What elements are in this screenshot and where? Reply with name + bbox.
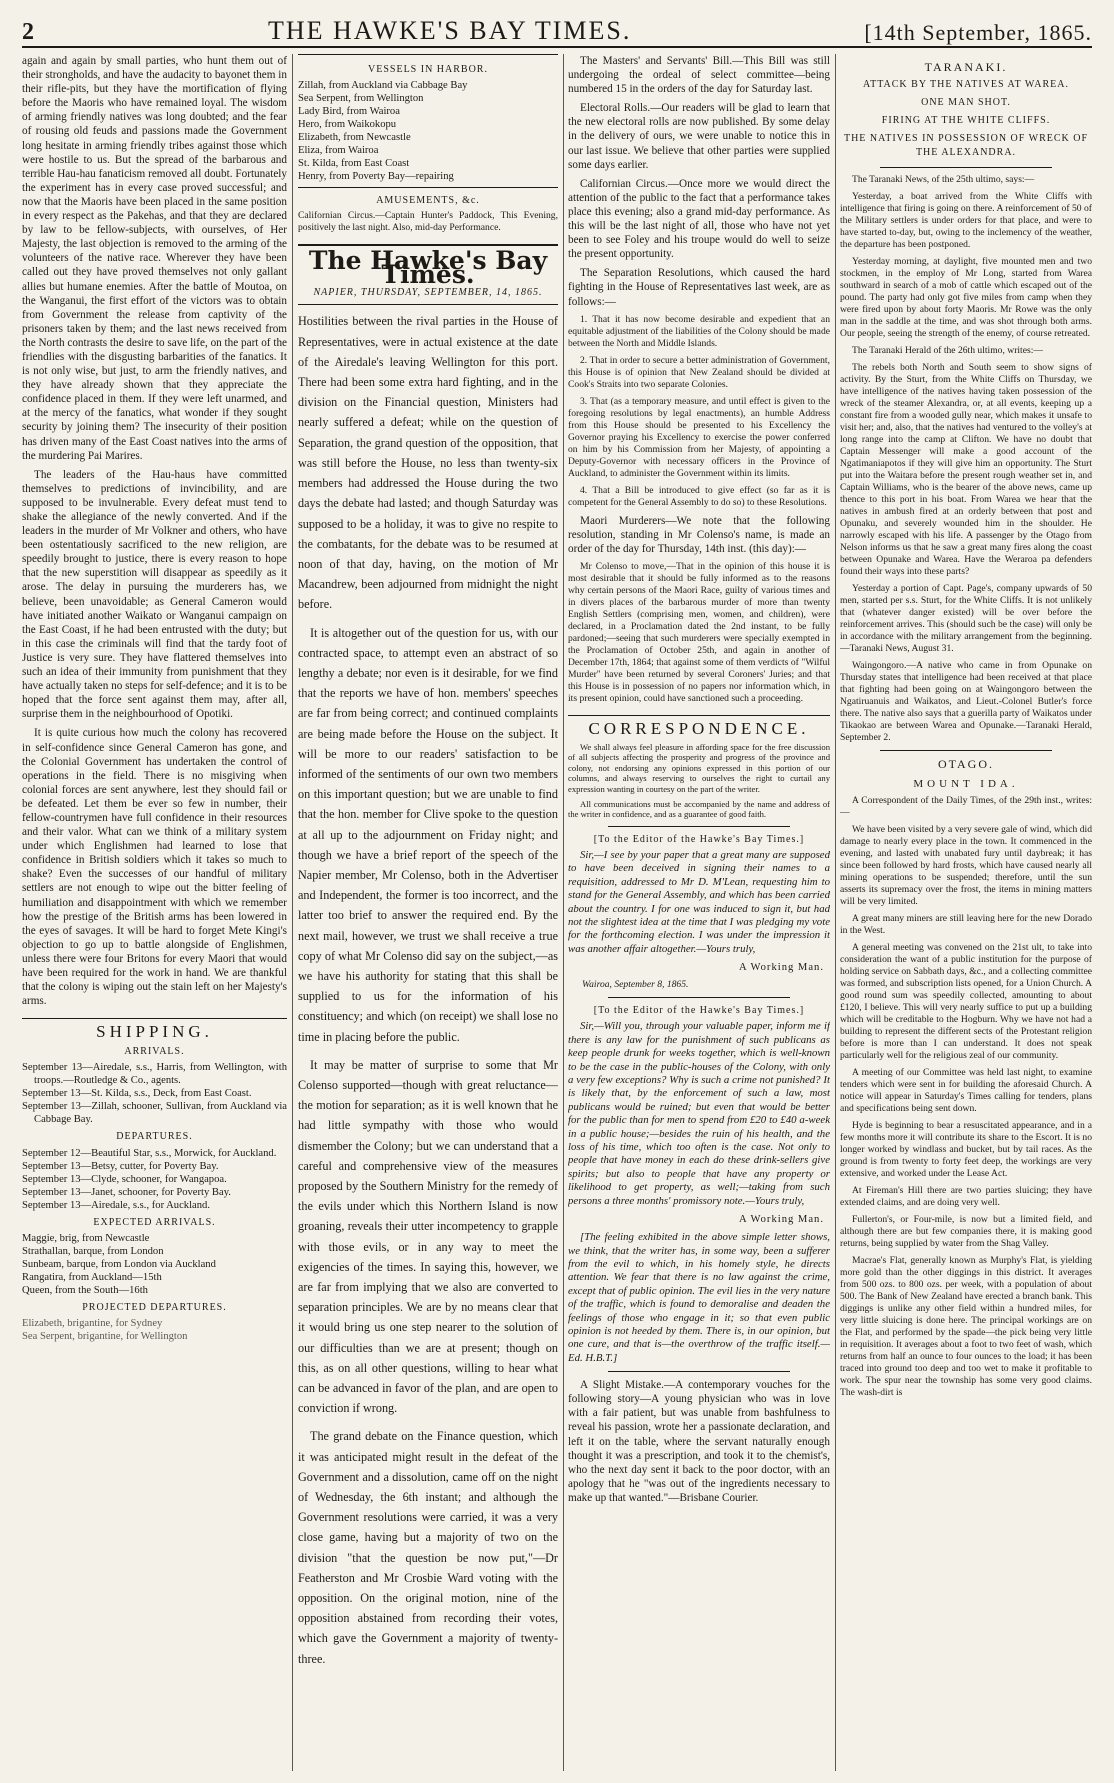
article-paragraph: It is quite curious how much the colony has recovered in self-confidence since General Cameron has gone, and the Colonial Government has undertaken the control of operations in the field. There is no misgiving when colonial forces are sent anywhere, lest they should fail or be defeated. Let them be ever so few in number, their fellow-countrymen have full confidence in their resources and their valor. What can we think of a military system under which Englishmen had learned to lose that confidence in British soldiers which it takes so much to shake? Even the successes of our handful of military settlers are not enough to wipe out the bitter feeling of humiliation and disappointment with which we remember how the prestige of the British arms has been lowered in the eyes of savages. It will be hard to forget Mete Kingi's objection to go up to battle alongside of Englishmen, unless there were four Britons for every Maori that would have been required for the work in hand. We are thankful that the colony is wiping out the stain left on her Majesty's arms.: [22, 727, 287, 1008]
page-header: [22, 16, 1092, 48]
taranaki-heading: TARANAKI.: [924, 60, 1008, 74]
list-item: Sea Serpent, from Wellington: [298, 93, 424, 105]
subheading: ATTACK BY THE NATIVES AT WAREA.: [863, 79, 1069, 91]
letter-body: Sir,—Will you, through your valuable paper, inform me if there is any law for the punishment of such publicans as keep people drunk for weeks together, which is well-known to be the case in the public-houses of the Colony, with only a very few exceptions? Why is such a crime not punished? It is likely that, by the enforcement of such a law, most publicans would be ruined; but even that would be better for the public than for men to spend from £20 to £40 a-week in a public house;—besides the ruin of his health, and the loss of his time, which too often is the case. Not only to people that have money in each do these drink-sellers give spirits; but also to people that have any property or likelihood to get property, as well;—taking from such persons a three months' promissory note.—Yours truly,: [568, 1020, 830, 1207]
list-item: September 13—Airedale, s.s., for Auckland.: [22, 1199, 210, 1211]
article-paragraph: A great many miners are still leaving here for the new Dorado in the West.: [840, 912, 1092, 936]
list-item: Hero, from Waikokopu: [298, 119, 397, 131]
otago-article: [840, 795, 1092, 1399]
letter-signature: A Working Man.: [738, 1214, 824, 1226]
article-paragraph: Macrae's Flat, generally known as Murphy's Flat, is yielding more gold than the other diggings in this district. It averages from 500 ozs. to 800 ozs. per week, with a population of about 500. The Bank of New Zealand have erected a branch bank. This diggings is unlike any other field within a hundred miles, for very little sluicing is done here. The principal workings are on the Flat, and performed by the spade—the pick being very little in requisition. It averages about a foot to two feet of wash, which returns from half an ounce to four ounces to the load; it has been traced into ground too deep and too wet to make it profitable to work. The spur near the township has some very good claims. The wash-dirt is: [840, 1254, 1092, 1398]
newspaper-title: THE HAWKE'S BAY TIMES.: [267, 16, 632, 45]
list-item: Lady Bird, from Wairoa: [298, 106, 400, 118]
projected-departures-list: [22, 1317, 287, 1343]
article-paragraph: The Taranaki Herald of the 26th ultimo, writes:—: [852, 344, 1043, 356]
article-paragraph: A general meeting was convened on the 21st ult, to take into consideration the want of a public institution for the purpose of holding service on Sabbath days, &c., and a collecting committee was formed, and subscription lists opened, for a Union Church. A good round sum was speedily collected, amounting to about £120, I believe. This will very nearly suffice to put up a building which will be creditable to the Hogburn. Why we have not had a building to represent the different sects of the Protestant religion before is more than I can understand. It does not speak particularly well for the religious zeal of our community.: [840, 941, 1092, 1061]
subheading: ONE MAN SHOT.: [921, 97, 1011, 109]
motion-text: Mr Colenso to move,—That in the opinion of this house it is most desirable that it should be fully informed as to the reasons why certain persons of the Maori Race, guilty of various times and in divers places of the barbarous murder of more than twenty English Settlers (comprising men, women, and children), were declared, in a Proclamation dated the 2nd instant, to be fully pardoned;—seeing that such murderers were specially exempted in the Proclamation of October 25th, and again in another of December 17th, 1864; that against some of them verdicts of "Wilful Murder" have been returned by several Coroners' Juries; and that this House is in possession of no papers nor information which, in its present opinion, could have sanctioned such a proceeding.: [568, 560, 830, 704]
list-item: September 13—Betsy, cutter, for Poverty Bay.: [22, 1160, 219, 1172]
list-item: St. Kilda, from East Coast: [298, 158, 410, 170]
divider: [880, 750, 1052, 751]
shipping-heading: SHIPPING.: [22, 1018, 287, 1039]
article-paragraph: Electoral Rolls.—Our readers will be glad to learn that the new electoral rolls are now published. By some delay in the delivery of ours, we were unable to notice this in our last issue. We believe that other parties were supplied some days earlier.: [568, 102, 830, 171]
list-item: 3. That (as a temporary measure, and until effect is given to the foregoing resolutions by legal enactments), an humble Address from this House should be presented to his Excellency the Governor praying his Excellency to exercise the power conferred on him by his Commission from her Majesty, of appointing a Deputy-Governor with necessary officers in the Province of Auckland, to administer the Government within its limits.: [568, 395, 830, 479]
editor-note: [The feeling exhibited in the above simple letter shows, we think, that the writer has, in some way, been a sufferer from the evil to which, in his homely style, he directs attention. We fear that there is no law against the crime, except that of public opinion. The evil lies in the very nature of the traffic, which is found to demoralise and deaden the feelings of those who engage in it; so that even public opinion is not heeded by them. There is, in our opinion, but one cure, and that is—the overthrow of the traffic itself.—Ed. H.B.T.]: [568, 1231, 830, 1364]
article-paragraph: again and again by small parties, who hunt them out of their strongholds, and have the audacity to bayonet them in their rifle-pits, but they have the mortification of flying before the Maoris who have remained loyal. The wisdom of arming friendly natives was long doubted; and the fear of rousing old feuds and passions made the Government long hesitate in arming friendly tribes against those which were hostile to us. But the spread of the barbarous and terrible Hau-hau fanaticism removed all doubt. Fortunately the experiment has in every case proved successful; and now that the Maoris have been placed in the same position in every respect as the Pakehas, and that they are declared by law to be fellow-subjects, with ourselves, of Her Majesty, the last objection is removed to the arming of the volunteers of the native race. Wherever they have been called out they have proved themselves not only gallant allies but humane enemies. After the battle of Moutoa, on the Wanganui, the first effort of the victors was to obtain from Government the release from captivity of the prisoners taken by them; and the last news received from the North contrasts the desire to save life, on the part of the friendlies with the disgusting barbarities of the fanatics. It is not only wise, but just, to arm the friendly natives, and they have already shown that they appreciate the confidence placed in them. If they were left unarmed, and at the mercy of the fanatics, what wonder if they sought security by joining them? The insecurity of their position has driven many of the East Coast natives into the arms of the murdering Pai Marires.: [22, 55, 287, 462]
subheading: THE NATIVES IN POSSESSION OF WRECK OF THE ALEXANDRA.: [843, 133, 1089, 159]
issue-date: [14th September, 1865.: [864, 20, 1092, 45]
list-item: September 12—Beautiful Star, s.s., Morwick, for Auckland.: [22, 1147, 277, 1159]
list-item: Elizabeth, brigantine, for Sydney: [22, 1317, 163, 1329]
editorial-notice: We shall always feel pleasure in affording space for the free discussion of all subjects affecting the prosperity and progress of the province and colony, not endorsing any opinions expressed in this portion of our columns, and always reserving to ourselves the right to curtail any expression wanting in courtesy on the part of the writer.: [568, 741, 830, 794]
letter-place: Wairoa, September 8, 1865.: [582, 979, 689, 991]
list-item: Zillah, from Auckland via Cabbage Bay: [298, 80, 468, 92]
article-paragraph: The Separation Resolutions, which caused the hard fighting in the House of Representatives last week, are as follows:—: [568, 267, 830, 308]
divider: [608, 826, 790, 827]
article-paragraph: The leaders of the Hau-haus have committed themselves to predictions of invincibility, and are supposed to be invulnerable. Every defeat must tend to shake the allegiance of the newly converted. And if the leaders in the murder of Mr Volkner and others, who have been ostentatiously sacrificed to the new religion, are speedily brought to justice, there is every reason to hope that the new superstition will disappear as speedily as it arose. The delay in pursuing the murderers has, we believe, been unavoidable; as General Cameron would have initiated another Waikato or Wanganui campaign on the East Coast, if he had been entrusted with the duty; but in this case the criminals will find that the tardy foot of Justice is very sure. They have flattered themselves into such an idea of their immunity from punishment that they have actually taken no steps for self-defence; and it is to be hoped that the force sent against them may, after all, surprise them in the neighbourhood of Opotiki.: [22, 468, 287, 721]
article-paragraph: A meeting of our Committee was held last night, to examine tenders which were sent in for building the aforesaid Church. A notice will appear in Saturday's Times calling for tenders, plans and specifications being sent down.: [840, 1066, 1092, 1114]
article-paragraph: Yesterday a portion of Capt. Page's, company upwards of 50 men, started per s.s. Sturt, for the White Cliffs. It is not unlikely that (whatever danger existed) will be over before the reinforcement arrives. This (should such be the case) will only be in accordance with the military arrangement from the beginning.—Taranaki News, August 31.: [840, 582, 1092, 654]
article-paragraph: The grand debate on the Finance question, which it was anticipated might result in the defeat of the Government and a dissolution, came off on the night of Wednesday, the 6th instant; and although the Government resolutions were carried, it was a very close game, having but a majority of two on the division "that the question be now put,"—Dr Featherston and Mr Crosbie Ward voting with the opposition. On the original motion, nine of the opposition abstained from recording their votes, which gave the Government a majority of twenty-three.: [298, 1429, 558, 1666]
letter-salutation: [To the Editor of the Hawke's Bay Times.]: [593, 1005, 805, 1017]
list-item: September 13—St. Kilda, s.s., Deck, from East Coast.: [22, 1088, 252, 1100]
expected-arrivals-list: [22, 1232, 287, 1297]
editorial-notice: All communications must be accompanied by the name and address of the writer in confidence, and as a guarantee of good faith.: [568, 799, 830, 820]
list-item: 4. That a Bill be introduced to give effect (so far as it is competent for the General Assembly to do so) to these Resolutions.: [568, 484, 830, 508]
article-paragraph: It is altogether out of the question for us, with our contracted space, to attempt even an abstract of so lengthy a debate; nor even is it desirable, for we find that the reports we have of hon. members' speeches are far from being correct; and continued complaints are being made before the House on the subject. It will be more to our readers' satisfaction to be informed of the sentiments of our own two members on this important question; but we are unable to find that the hon. member for Clive spoke to the question at all up to the adjournment on Friday night; and though we have a brief report of the speech of the Napier member, Mr Colenso, both in the Advertiser and Independent, the former is too incorrect, and the latter too brief to answer the required end. By the next mail, however, we trust we shall receive a true copy of what Mr Colenso did say on the subject,—as we have his authority for stating that this shall be supplied to us for the information of his constituency; and which (on receipt) we shall lose no time in placing before the public.: [298, 625, 558, 1044]
arrivals-list: [22, 1061, 287, 1126]
editorial: [298, 311, 558, 1668]
list-item: Eliza, from Wairoa: [298, 145, 379, 157]
list-item: September 13—Airedale, s.s., Harris, from Wellington, with troops.—Routledge & Co., agents.: [22, 1062, 287, 1087]
letter-signature: A Working Man.: [738, 962, 824, 974]
mount-ida-heading: MOUNT IDA.: [913, 777, 1019, 790]
article-paragraph: Californian Circus.—Once more we would direct the attention of the public to the fact that a performance takes place this evening; also a grand mid-day performance. As this will be the last night of all, those who have not yet been to see Foley and his troupe would do well to seize the present opportunity.: [568, 177, 830, 261]
article-paragraph: The Masters' and Servants' Bill.—This Bill was still undergoing the ordeal of select committee—being numbered 15 in the orders of the day for Saturday last.: [568, 55, 830, 96]
vessels-heading: VESSELS IN HARBOR.: [368, 64, 488, 75]
list-item: Henry, from Poverty Bay—repairing: [298, 171, 454, 183]
list-item: September 13—Clyde, schooner, for Wangapoa.: [22, 1173, 227, 1185]
letter-2: [568, 1004, 830, 1365]
column-3: [568, 54, 830, 1771]
list-item: Elizabeth, from Newcastle: [298, 132, 411, 144]
letter-salutation: [To the Editor of the Hawke's Bay Times.]: [593, 833, 805, 845]
article-paragraph: A Correspondent of the Daily Times, of the 29th inst., writes:—: [840, 794, 1092, 818]
departures-label: DEPARTURES.: [116, 1131, 193, 1143]
expected-arrivals-label: EXPECTED ARRIVALS.: [93, 1216, 216, 1228]
column-1: [22, 54, 287, 1771]
article-paragraph: Yesterday, a boat arrived from the White Cliffs with intelligence that firing is going on there. A reinforcement of 50 of the Military settlers is under orders for that place, and were to have started to-day, but, owing to the inclemency of the weather, the departure has been postponed.: [840, 190, 1092, 250]
article-paragraph: Yesterday morning, at daylight, five mounted men and two stockmen, in the employ of Mr Long, started from Warea southward in search of a mob of cattle which escaped out of the pound. The party had only got five miles from camp when they were fired upon by about forty Maoris. Mr Rowe was the only man in the saddle at the time, and was shot through both arms. Our people, seeing the strength of the enemy, of course retreated.: [840, 255, 1092, 339]
list-item: Queen, from the South—16th: [22, 1284, 148, 1296]
article-paragraph: It may be matter of surprise to some that Mr Colenso supported—though with great reluctance—the motion for separation; as it is well known that he had little sympathy with those who would dismember the Colony; but we can understand that a careful and comprehensive view of the measures proposed by the Southern Ministry for the remedy of the evils under which this Northern Island is now groaning, reveals their utter incompetency to grapple with those evils, or in any way to meet the exigencies of the times. In saying this, however, we are far from implying that we also are converted to separation principles. We are by no means clear that it would bring us one step nearer to the solution of our difficulties than we are at present; though on this, as on all other questions, willing to hear what can be advanced in favor of the plan, and are open to conviction if wrong.: [298, 1057, 558, 1416]
article-paragraph: Waingongoro.—A native who came in from Opunake on Thursday states that intelligence had been received at that place that fighting had been going on at Waingongoro between the Ngatiruanuis and Waikatos, and Lieut.-Colonel Butler's force there. The native also says that a guerilla party of Waikatos under Tikaokao are between Warea and Opunake.—Taranaki Herald, September 2.: [840, 659, 1092, 743]
resolutions-list: [568, 314, 830, 509]
article-paragraph: The Taranaki News, of the 25th ultimo, says:—: [852, 173, 1035, 185]
list-item: Sunbeam, barque, from London via Auckland: [22, 1258, 216, 1270]
column-2: [298, 54, 558, 1771]
article-paragraph: Maori Murderers—We note that the following resolution, standing in Mr Colenso's name, is made an order of the day for Thursday, 14th inst. (this day):—: [568, 514, 830, 555]
divider: [608, 997, 790, 998]
column-divider: [835, 54, 836, 1771]
vessels-in-harbor: [298, 54, 558, 188]
divider: [880, 167, 1052, 168]
list-item: Maggie, brig, from Newcastle: [22, 1232, 150, 1244]
amusements-heading: AMUSEMENTS, &c.: [376, 195, 480, 207]
nameplate: The Hawke's Bay Times.: [298, 244, 558, 282]
list-item: Sea Serpent, brigantine, for Wellington: [22, 1330, 188, 1342]
list-item: 2. That in order to secure a better administration of Government, this House is of opinion that New Zealand should be divided at Cook's Straits into two separate Colonies.: [568, 354, 830, 390]
column-4: [840, 54, 1092, 1771]
editorial-dateline: NAPIER, THURSDAY, SEPTEMBER, 14, 1865.: [298, 286, 558, 305]
divider: [608, 1371, 790, 1372]
list-item: Strathallan, barque, from London: [22, 1245, 164, 1257]
list-item: Rangatira, from Auckland—15th: [22, 1271, 162, 1283]
article-paragraph: We have been visited by a very severe gale of wind, which did damage to nearly every place in the town. It commenced in the evening, and lasted with unabated fury until daybreak; it has since been followed by hard frosts, which have caused nearly all mining operations to be suspended; therefore, until the sun asserts its supremacy over the frost, the items in mining matters will be very limited.: [840, 823, 1092, 907]
amusements-notice: Californian Circus.—Captain Hunter's Paddock, This Evening, positively the last night. Also, mid-day Performance.: [298, 210, 558, 234]
departures-list: [22, 1147, 287, 1212]
taranaki-article: [840, 174, 1092, 744]
article-paragraph: A Slight Mistake.—A contemporary vouches for the following story—A young physician who was in love with a fair patient, but was unable from bashfulness to reveal his passion, wrote her a passionate declaration, and left it on the table, where the servant naturally enough thought it was a prescription, and took it to the chemist's, who the next day sent it back to the poor doctor, with an apology that he "was out of the ingredients necessary to make up that wanted."—Brisbane Courier.: [568, 1379, 830, 1504]
otago-heading: OTAGO.: [937, 756, 995, 771]
column-divider: [563, 54, 564, 1771]
article-paragraph: Hostilities between the rival parties in the House of Representatives, were in actual existence at the date of the Airedale's leaving Wellington for this port. There had been some extra hard fighting, and in the division on the Financial question, Ministers had nearly suffered a defeat; while on the question of Separation, the grand question of the opposition, that was still before the House, no less than twenty-six members had addressed the House during the two days the debate had lasted; and though Saturday was supposed to be a holiday, it was to give no respite to the combatants, for the debate was to be resumed at noon of that day, having, on the motion of Mr Macandrew, been adjourned from midnight the night before.: [298, 314, 558, 612]
list-item: 1. That it has now become desirable and expedient that an equitable adjustment of the liabilities of the Colony should be made between the North and Middle Islands.: [568, 313, 830, 349]
article-paragraph: Hyde is beginning to bear a resuscitated appearance, and in a few months more it will contribute its share to the Escort. It is no longer worked by windlass and bucket, but by tail races. As the ground is from twenty to forty feet deep, the workings are very extensive, and worked under the Lease Act.: [840, 1119, 1092, 1179]
letter-1: [568, 833, 830, 991]
page-number: 2: [22, 19, 35, 45]
projected-departures-label: PROJECTED DEPARTURES.: [82, 1301, 227, 1313]
list-item: September 13—Zillah, schooner, Sullivan, from Auckland via Cabbage Bay.: [22, 1101, 287, 1126]
article-paragraph: Fullerton's, or Four-mile, is now but a limited field, and although there are but few companies there, it is making good returns, being supplied by water from the Shag Valley.: [840, 1213, 1092, 1249]
list-item: September 13—Janet, schooner, for Poverty Bay.: [22, 1186, 231, 1198]
article-paragraph: The rebels both North and South seem to show signs of activity. By the Sturt, from the White Cliffs on Thursday, we have intelligence of the natives having taken possession of the wreck of the steamer Alexandra, or, at all events, keeping up a constant fire from a wooded gully near, which makes it unsafe to visit her; and, also, that the natives had ventured to the volley's at long range into the camp at Clifton. We have no doubt that Captain Messenger will make a good account of the Ngatimaniapotos if they will give him an opportunity. The Sturt put into the Waitara before the present rough weather set in, and Captain Williams, who is the bearer of the above news, came up thence to this port in his boat. From Warea we hear that the natives in ambush fired at an orderly between that post and Opunaku, and severely wounded him in the shoulder. He narrowly escaped with his life. A passenger by the Otago from Nelson informs us that he saw a great many fires along the coast between Opunake and Warea. Have the Weraroa pa defenders found their ways into these parts?: [840, 361, 1092, 577]
letter-body: Sir,—I see by your paper that a great many are supposed to have been deceived in signing their names to a requisition, addressed to Mr D. M'Lean, requesting him to stand for the General Assembly, and which has been carried about the country. I for one was induced to sign it, but had not the slightest idea at the time that I was pledging my vote for the forthcoming election. I was under the impression it was another affair altogether.—Yours truly,: [568, 848, 830, 955]
article-paragraph: At Fireman's Hill there are two parties sluicing; they have extended claims, and are doing very well.: [840, 1184, 1092, 1208]
correspondence-heading: CORRESPONDENCE.: [568, 715, 830, 736]
vessels-list: [298, 79, 558, 183]
arrivals-label: ARRIVALS.: [124, 1046, 185, 1058]
column-divider: [292, 54, 293, 1771]
subheading: FIRING AT THE WHITE CLIFFS.: [881, 115, 1051, 127]
